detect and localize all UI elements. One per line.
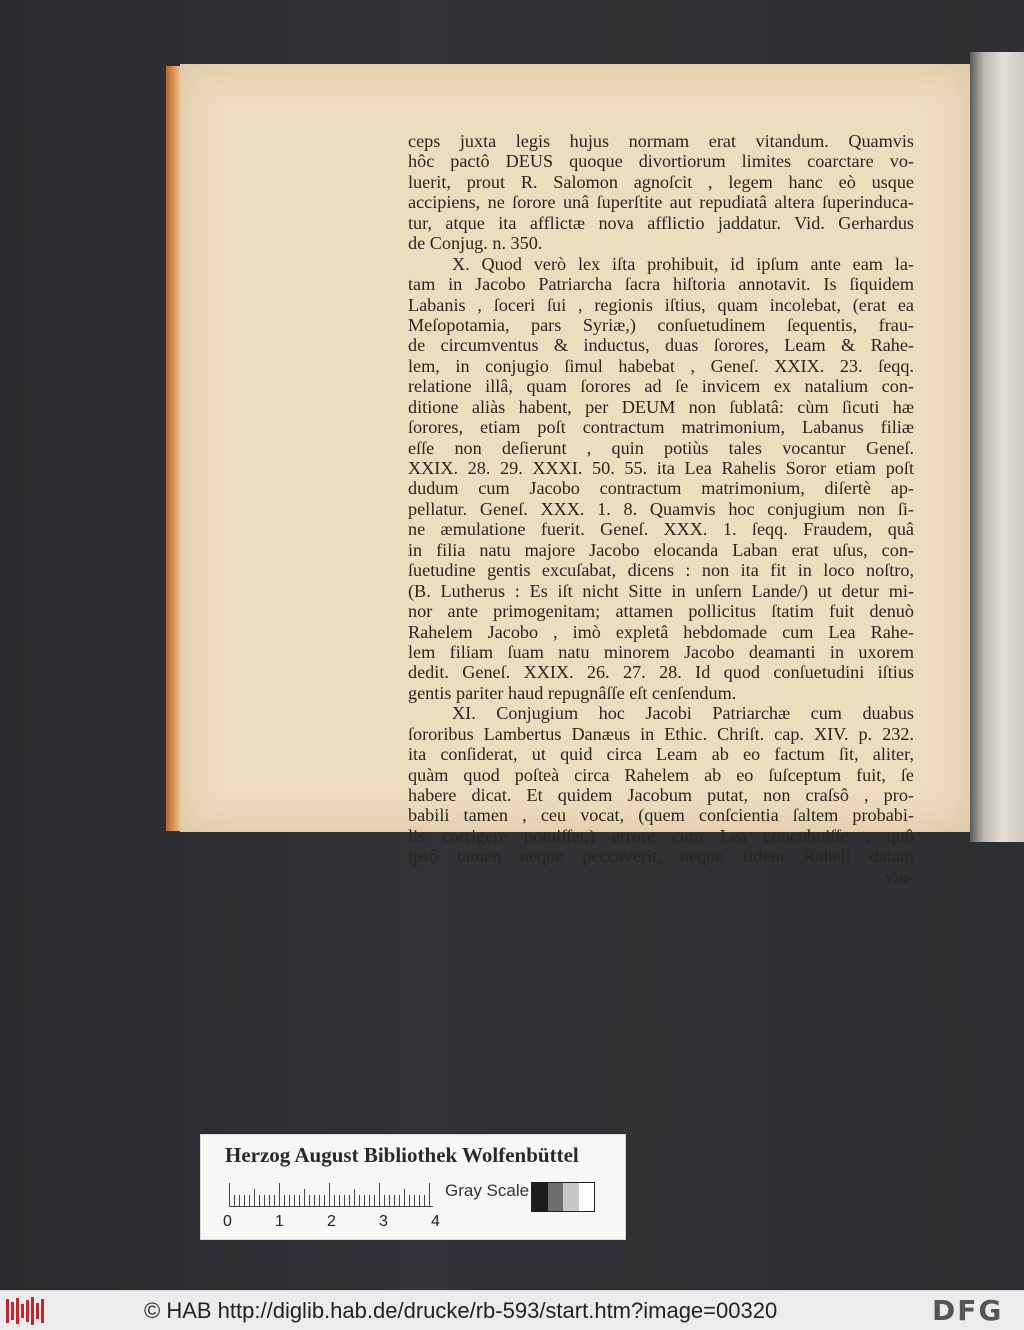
ruler-tick <box>284 1195 285 1207</box>
logo-bar <box>11 1302 14 1320</box>
text-line: ſorores, etiam poſt contractum matrimonium, Labanus filiæ <box>408 417 914 438</box>
ruler-number: 3 <box>379 1213 388 1230</box>
text-line: Meſopotamia, pars Syriæ,) conſuetudinem ſequentis, frau- <box>408 314 914 335</box>
text-line: gentis pariter haud repugnâſſe eſt cenſendum. <box>408 682 737 703</box>
text-line: pellatur. Geneſ. XXX. 1. 8. Quamvis hoc conjugium non ſi- <box>408 498 914 519</box>
ruler-tick <box>409 1195 410 1207</box>
ruler-tick <box>254 1189 255 1207</box>
hab-logo-icon <box>6 1297 46 1325</box>
text-line: ne æmulatione fuerit. Geneſ. XXX. 1. ſeqq. Fraudem, quâ <box>408 519 914 540</box>
ruler-number: 2 <box>327 1213 336 1230</box>
text-line: nor ante primogenitam; attamen pollicitus ſtatim fuit denuò <box>408 601 914 622</box>
ruler-number: 4 <box>431 1213 440 1230</box>
logo-bar <box>6 1299 9 1323</box>
ruler-tick <box>399 1195 400 1207</box>
ruler-tick <box>394 1195 395 1207</box>
text-line: ipsô tamen neque peccaverit, neque fidem Raheli datam <box>408 846 914 867</box>
ruler-tick <box>364 1195 365 1207</box>
text-line: lis corrigere potuiſſet,) errore cum Lea concubuiſſe ; quô <box>408 825 914 846</box>
logo-bar <box>26 1300 29 1322</box>
text-line: ceps juxta legis hujus normam erat vitandum. Quamvis <box>408 131 914 151</box>
ruler-tick <box>229 1183 230 1207</box>
ruler-number: 0 <box>223 1213 232 1230</box>
text-line: XI. Conjugium hoc Jacobi Patriarchæ cum duabus <box>452 703 914 724</box>
ruler-tick <box>424 1195 425 1207</box>
ruler-tick <box>374 1195 375 1207</box>
gray-swatch <box>563 1183 579 1211</box>
ruler-tick <box>334 1195 335 1207</box>
text-line: Labanis , ſoceri ſui , regionis iſtius, quam incolebat, (erat ea <box>408 294 914 315</box>
ruler-tick <box>269 1195 270 1207</box>
text-line: dudum cum Jacobo contractum matrimonium, diſertè ap- <box>408 478 914 499</box>
ruler-tick <box>414 1195 415 1207</box>
ruler-tick <box>354 1189 355 1207</box>
text-line: lem, in conjugio ſimul habebat , Geneſ. XXIX. 23. ſeqq. <box>408 355 914 376</box>
gray-scale-swatches <box>531 1182 595 1212</box>
text-line: eſſe non deſierunt , quin potiùs tales vocantur Geneſ. <box>408 437 914 458</box>
ruler-tick <box>309 1195 310 1207</box>
ruler-tick <box>239 1195 240 1207</box>
ruler-tick <box>234 1195 235 1207</box>
text-line: babili tamen , ceu vocat, (quem conſcientia ſaltem probabi- <box>408 805 914 826</box>
ruler-tick <box>349 1195 350 1207</box>
text-line: in filia natu majore Jacobo elocanda Laban erat uſus, con- <box>408 539 914 560</box>
logo-bar <box>31 1297 34 1325</box>
ruler-tick <box>259 1195 260 1207</box>
ruler-tick <box>299 1195 300 1207</box>
ruler-tick <box>264 1195 265 1207</box>
logo-bar <box>41 1299 44 1323</box>
color-target-card <box>200 1134 626 1240</box>
ruler-tick <box>404 1189 405 1207</box>
ruler-tick <box>319 1195 320 1207</box>
text-line: accipiens, ne ſorore unâ ſuperſtite aut repudiatâ altera ſuperinduca- <box>408 192 914 213</box>
text-line: XXIX. 28. 29. XXXI. 50. 55. ita Lea Rahelis Soror etiam poſt <box>408 458 914 478</box>
text-line: ſuetudine gentis excuſabat, dicens : non ita fit in loco noſtro, <box>408 560 914 581</box>
gray-swatch <box>532 1183 548 1211</box>
ruler-tick <box>359 1195 360 1207</box>
ruler-tick <box>244 1195 245 1207</box>
gray-swatch <box>548 1183 564 1211</box>
text-line: luerit, prout R. Salomon agnoſcit , legem hanc eò usque <box>408 171 914 192</box>
ruler-tick <box>324 1195 325 1207</box>
ruler-tick <box>379 1183 380 1207</box>
text-line: Rahelem Jacobo , imò expletâ hebdomade cum Lea Rahe- <box>408 621 914 642</box>
text-line: dedit. Geneſ. XXIX. 26. 27. 28. Id quod conſuetudini iſtius <box>408 662 914 683</box>
logo-bar <box>21 1304 24 1318</box>
page-text <box>408 131 914 887</box>
ruler-tick <box>294 1195 295 1207</box>
scale-ruler <box>229 1181 433 1207</box>
text-line: tur, atque ita afflictæ nova afflictio jaddatur. Vid. Gerhardus <box>408 212 914 233</box>
text-line: vio- <box>884 866 914 887</box>
text-line: ita conſiderat, ut quid circa Leam ab eo factum ſit, aliter, <box>408 744 914 765</box>
ruler-tick <box>329 1183 330 1207</box>
ruler-tick <box>419 1195 420 1207</box>
copyright-link[interactable]: © HAB http://diglib.hab.de/drucke/rb-593/start.htm?image=00320 <box>144 1298 778 1323</box>
ruler-tick <box>249 1195 250 1207</box>
text-line: relatione illâ, quam ſorores ad ſe invicem ex natalium con- <box>408 376 914 397</box>
ruler-number: 1 <box>275 1213 284 1230</box>
text-line: quàm quod poſteà circa Rahelem ab eo ſuſceptum fuit, ſe <box>408 764 914 785</box>
ruler-tick <box>274 1195 275 1207</box>
text-line: ſororibus Lambertus Danæus in Ethic. Chriſt. cap. XIV. p. 232. <box>408 723 914 744</box>
text-line: X. Quod verò lex iſta prohibuit, id ipſum ante eam la- <box>452 253 914 274</box>
text-line: de circumventus & inductus, duas ſorores, Leam & Rahe- <box>408 335 914 356</box>
text-line: lem filiam ſuam natu minorem Jacobo deamanti in uxorem <box>408 641 914 662</box>
facing-page-strip <box>970 52 1024 842</box>
ruler-tick <box>384 1195 385 1207</box>
dfg-logo: DFG <box>932 1294 1004 1327</box>
text-line: habere dicat. Et quidem Jacobum putat, non craſsô , pro- <box>408 785 914 805</box>
gray-swatch <box>579 1183 595 1211</box>
ruler-tick <box>314 1195 315 1207</box>
ruler-tick <box>304 1189 305 1207</box>
ruler-tick <box>339 1195 340 1207</box>
text-line: ditione aliàs habent, per DEUM non ſublatâ: cùm ſicuti hæ <box>408 396 914 417</box>
ruler-tick <box>344 1195 345 1207</box>
logo-bar <box>16 1298 19 1324</box>
ruler-tick <box>289 1195 290 1207</box>
text-line: de Conjug. n. 350. <box>408 233 543 254</box>
ruler-tick <box>389 1195 390 1207</box>
logo-bar <box>36 1303 39 1319</box>
footer-bar <box>0 1290 1024 1330</box>
ruler-tick <box>369 1195 370 1207</box>
text-line: tam in Jacobo Patriarcha ſacra hiſtoria annotavit. Is ſiquidem <box>408 274 914 295</box>
ruler-tick <box>429 1183 430 1207</box>
library-name: Herzog August Bibliothek Wolfenbüttel <box>225 1143 579 1167</box>
text-line: (B. Lutherus : Es iſt nicht Sitte in unſern Lande/) ut detur mi- <box>408 580 914 601</box>
ruler-tick <box>279 1183 280 1207</box>
text-line: hôc pactô DEUS quoque divortiorum limites coarctare vo- <box>408 151 914 172</box>
gray-scale-label: Gray Scale <box>445 1181 530 1200</box>
